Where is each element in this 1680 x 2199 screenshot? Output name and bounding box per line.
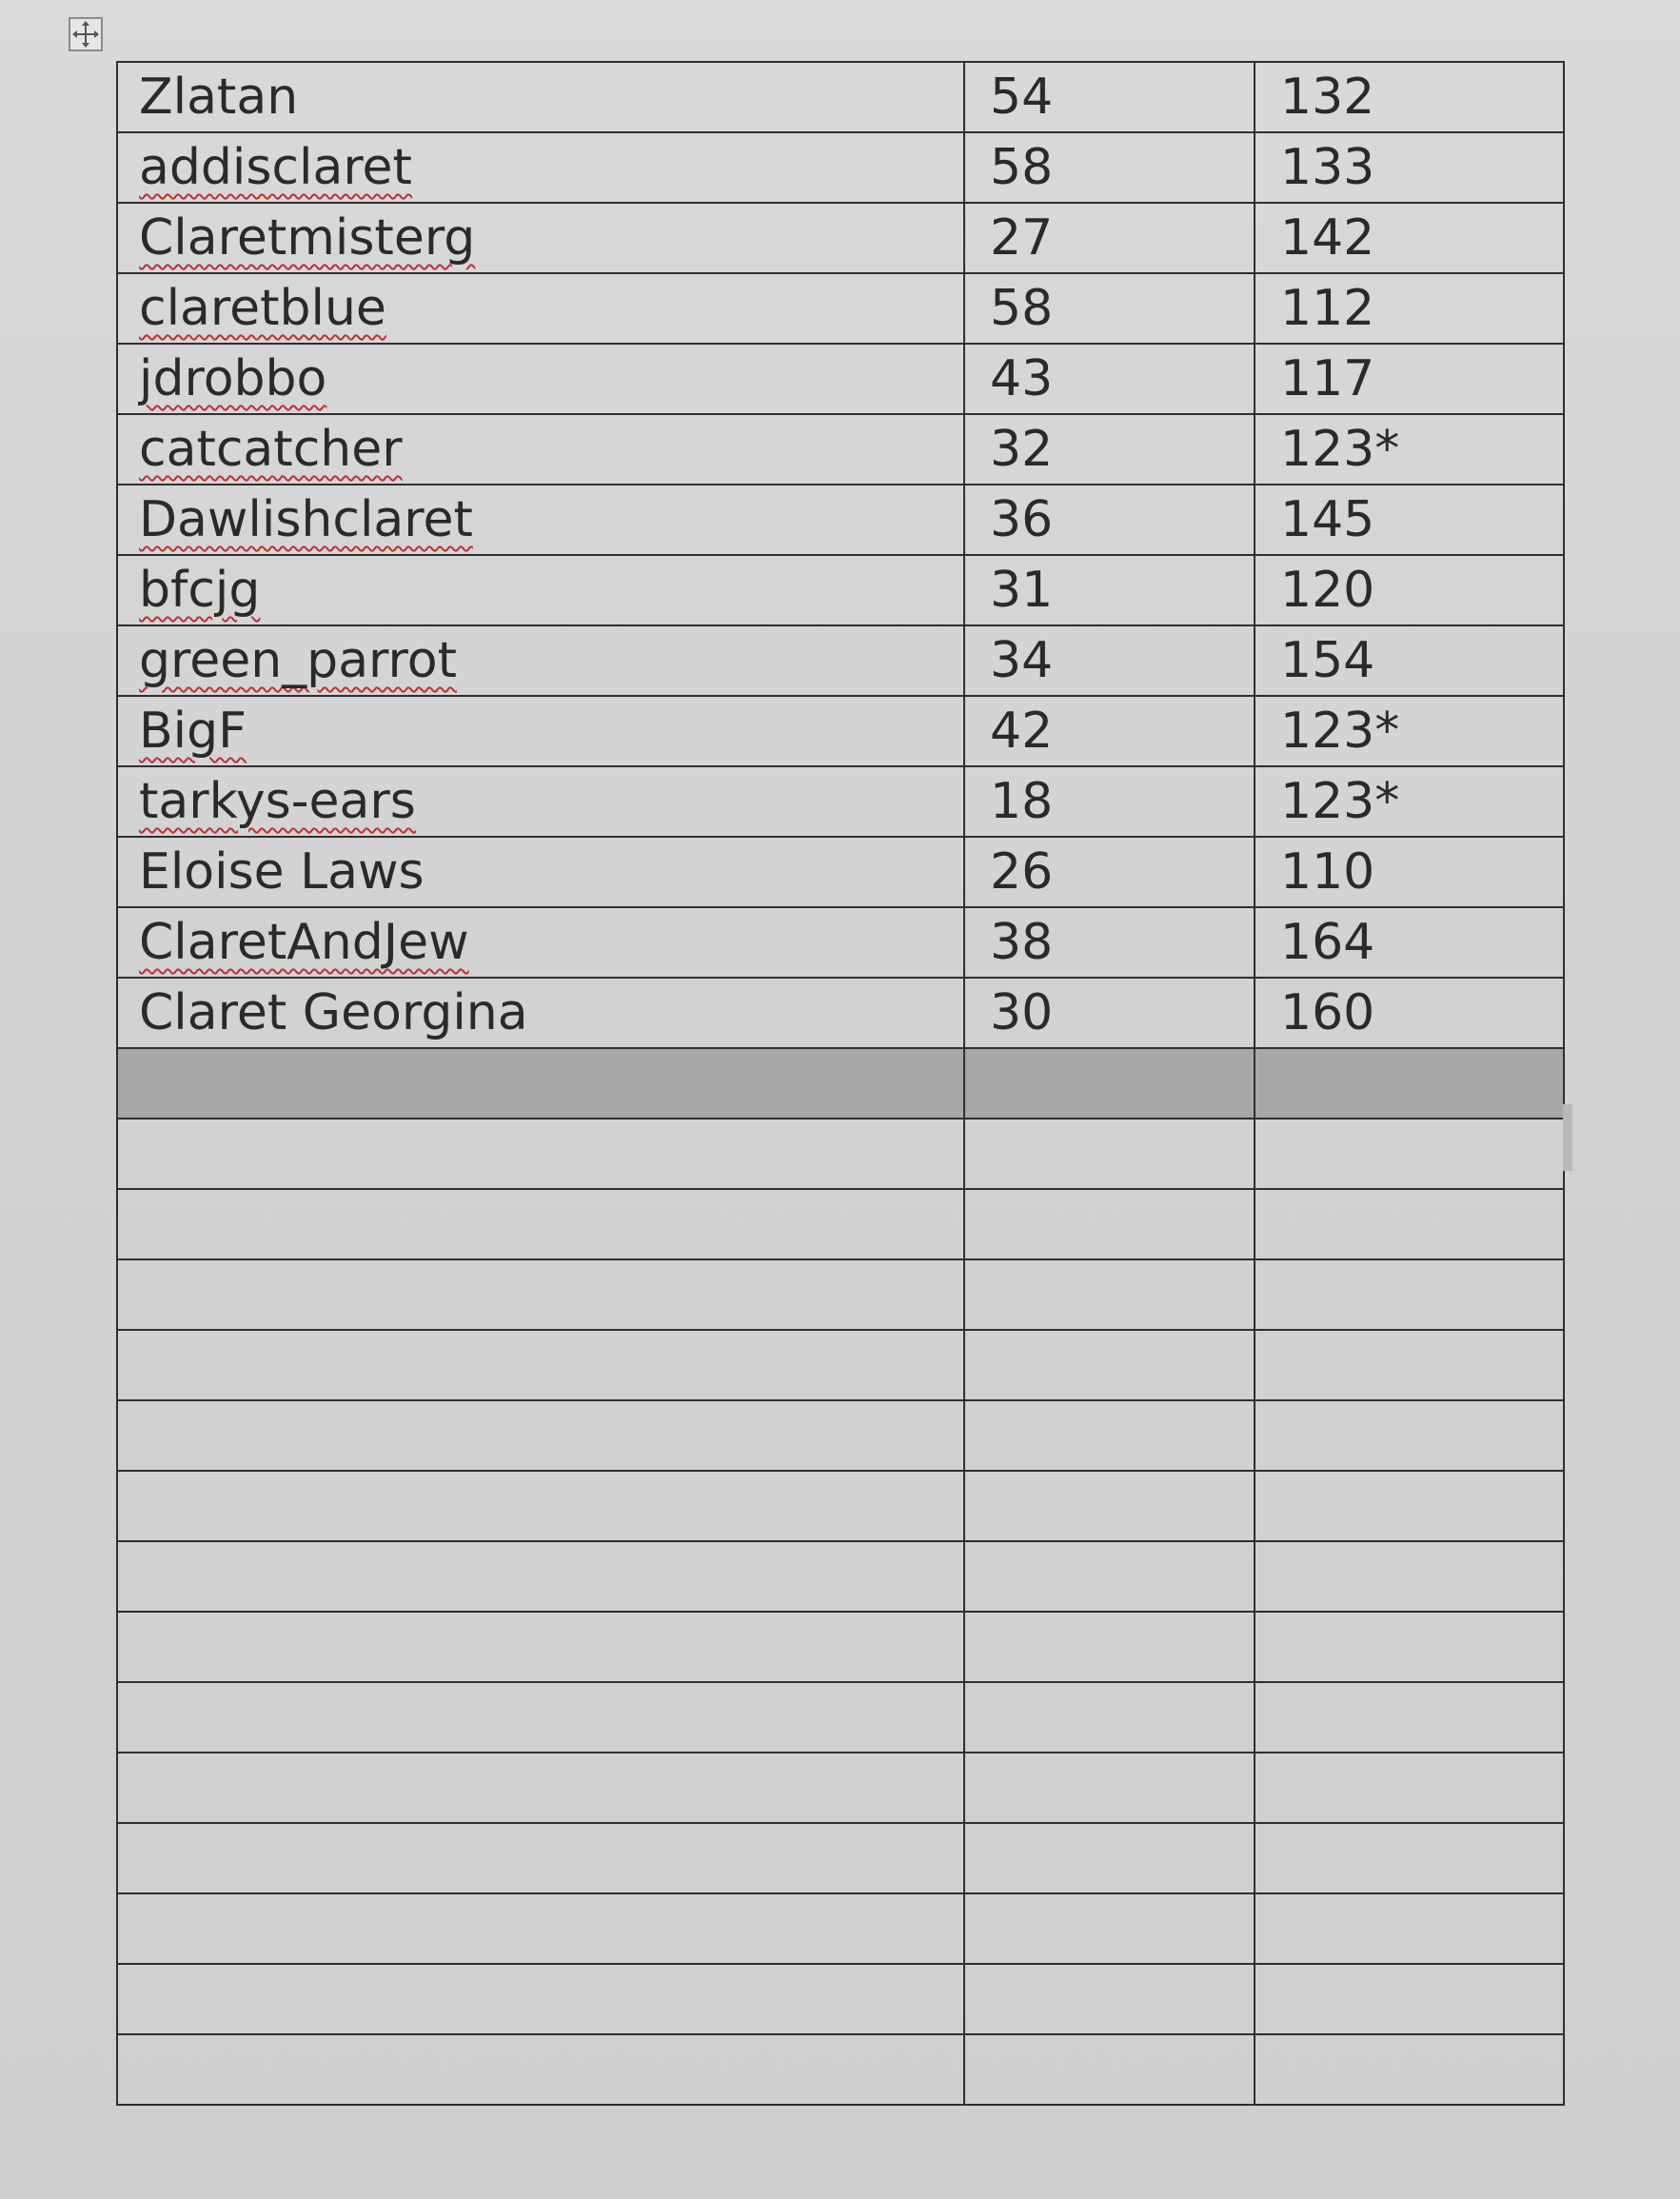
empty-row[interactable] [117,1541,1564,1612]
value-a-cell[interactable]: 43 [964,344,1255,414]
table-row[interactable] [117,978,1564,1048]
empty-row[interactable] [117,1682,1564,1753]
empty-row[interactable] [117,1330,1564,1400]
empty-cell[interactable] [1255,1259,1564,1330]
name-cell[interactable] [117,414,964,485]
value-b-cell[interactable]: 117 [1255,344,1564,414]
value-a-cell[interactable]: 27 [964,203,1255,273]
value-a-cell[interactable]: 34 [964,625,1255,696]
empty-cell[interactable] [1255,1471,1564,1541]
name-cell[interactable] [117,837,964,907]
name-cell[interactable] [117,696,964,766]
value-b-cell[interactable]: 132 [1255,62,1564,132]
name-cell[interactable] [117,203,964,273]
empty-row[interactable] [117,1471,1564,1541]
table-row[interactable] [117,485,1564,555]
empty-cell[interactable] [964,1541,1255,1612]
table-row[interactable] [117,696,1564,766]
empty-cell[interactable] [117,1259,964,1330]
empty-cell[interactable] [964,1823,1255,1893]
value-a-cell[interactable]: 54 [964,62,1255,132]
name-cell[interactable] [117,907,964,978]
empty-row[interactable] [117,1400,1564,1471]
empty-cell[interactable] [1255,1682,1564,1753]
empty-row[interactable] [117,1823,1564,1893]
selection-edge [1563,1104,1572,1171]
value-a-cell[interactable]: 26 [964,837,1255,907]
empty-cell[interactable] [964,1119,1255,1189]
empty-cell[interactable] [1255,1964,1564,2034]
name-text: Dawlishclaret [139,491,473,548]
value-a-cell[interactable]: 42 [964,696,1255,766]
empty-row[interactable] [117,1189,1564,1259]
name-cell[interactable] [117,978,964,1048]
empty-row[interactable] [117,1119,1564,1189]
table-row[interactable] [117,62,1564,132]
empty-cell[interactable] [964,1048,1255,1119]
empty-cell[interactable] [117,1048,964,1119]
name-text: jdrobbo [139,350,327,407]
table-row[interactable] [117,555,1564,625]
value-b-cell[interactable]: 123* [1255,696,1564,766]
empty-cell[interactable] [1255,1400,1564,1471]
empty-cell[interactable] [964,1753,1255,1823]
empty-row[interactable] [117,1893,1564,1964]
name-text: bfcjg [139,562,261,619]
name-cell[interactable] [117,555,964,625]
empty-cell[interactable] [117,2034,964,2105]
name-cell[interactable] [117,625,964,696]
empty-cell[interactable] [117,1753,964,1823]
empty-cell[interactable] [117,1682,964,1753]
value-b-cell[interactable]: 164 [1255,907,1564,978]
empty-row[interactable] [117,2034,1564,2105]
name-text: claretblue [139,280,386,337]
scores-table[interactable] [116,61,1565,2106]
value-b-cell[interactable]: 133 [1255,132,1564,203]
empty-cell[interactable] [1255,1048,1564,1119]
table-row[interactable] [117,907,1564,978]
name-text: Claret Georgina [139,984,528,1041]
empty-cell[interactable] [964,1612,1255,1682]
empty-row[interactable] [117,1612,1564,1682]
name-text: ClaretAndJew [139,914,469,971]
name-text: BigF [139,703,247,760]
table-row[interactable] [117,132,1564,203]
empty-cell[interactable] [117,1612,964,1682]
empty-cell[interactable] [1255,1119,1564,1189]
value-b-cell[interactable]: 123* [1255,414,1564,485]
value-b-cell[interactable]: 120 [1255,555,1564,625]
empty-cell[interactable] [117,1471,964,1541]
table-row[interactable] [117,837,1564,907]
empty-cell[interactable] [117,1189,964,1259]
name-text: Eloise Laws [139,843,425,901]
empty-cell[interactable] [1255,1823,1564,1893]
name-text: green_parrot [139,632,457,689]
value-a-cell[interactable]: 38 [964,907,1255,978]
name-cell[interactable] [117,273,964,344]
selected-empty-row[interactable] [117,1048,1564,1119]
empty-row[interactable] [117,1259,1564,1330]
empty-cell[interactable] [1255,2034,1564,2105]
empty-cell[interactable] [964,2034,1255,2105]
value-a-cell[interactable]: 31 [964,555,1255,625]
empty-cell[interactable] [964,1259,1255,1330]
value-a-cell[interactable]: 58 [964,132,1255,203]
empty-cell[interactable] [117,1964,964,2034]
empty-cell[interactable] [1255,1893,1564,1964]
table-row[interactable] [117,344,1564,414]
table-row[interactable] [117,203,1564,273]
name-cell[interactable] [117,766,964,837]
empty-cell[interactable] [117,1119,964,1189]
empty-row[interactable] [117,1964,1564,2034]
value-a-cell[interactable]: 30 [964,978,1255,1048]
empty-cell[interactable] [964,1400,1255,1471]
empty-cell[interactable] [1255,1753,1564,1823]
name-text: addisclaret [139,139,412,196]
empty-cell[interactable] [964,1189,1255,1259]
name-cell[interactable] [117,62,964,132]
empty-cell[interactable] [117,1541,964,1612]
table-row[interactable] [117,625,1564,696]
table-row[interactable] [117,273,1564,344]
table-move-handle-icon[interactable] [69,17,103,51]
value-b-cell[interactable]: 160 [1255,978,1564,1048]
name-text: tarkys-ears [139,773,416,830]
empty-cell[interactable] [964,1893,1255,1964]
empty-cell[interactable] [117,1823,964,1893]
empty-cell[interactable] [964,1682,1255,1753]
empty-cell[interactable] [1255,1330,1564,1400]
value-b-cell[interactable]: 112 [1255,273,1564,344]
name-text: catcatcher [139,421,403,478]
table-row[interactable] [117,414,1564,485]
value-a-cell[interactable]: 18 [964,766,1255,837]
name-text: Zlatan [139,69,299,126]
empty-cell[interactable] [117,1400,964,1471]
empty-cell[interactable] [1255,1541,1564,1612]
name-cell[interactable] [117,132,964,203]
name-text: Claretmisterg [139,209,476,267]
value-b-cell[interactable]: 142 [1255,203,1564,273]
value-b-cell[interactable]: 123* [1255,766,1564,837]
empty-cell[interactable] [964,1964,1255,2034]
empty-row[interactable] [117,1753,1564,1823]
empty-cell[interactable] [964,1471,1255,1541]
table-row[interactable] [117,766,1564,837]
empty-cell[interactable] [1255,1612,1564,1682]
empty-cell[interactable] [964,1330,1255,1400]
empty-cell[interactable] [117,1893,964,1964]
value-b-cell[interactable]: 145 [1255,485,1564,555]
empty-cell[interactable] [117,1330,964,1400]
value-a-cell[interactable]: 32 [964,414,1255,485]
value-a-cell[interactable]: 58 [964,273,1255,344]
name-cell[interactable] [117,344,964,414]
name-cell[interactable] [117,485,964,555]
value-b-cell[interactable]: 110 [1255,837,1564,907]
value-b-cell[interactable]: 154 [1255,625,1564,696]
value-a-cell[interactable]: 36 [964,485,1255,555]
empty-cell[interactable] [1255,1189,1564,1259]
